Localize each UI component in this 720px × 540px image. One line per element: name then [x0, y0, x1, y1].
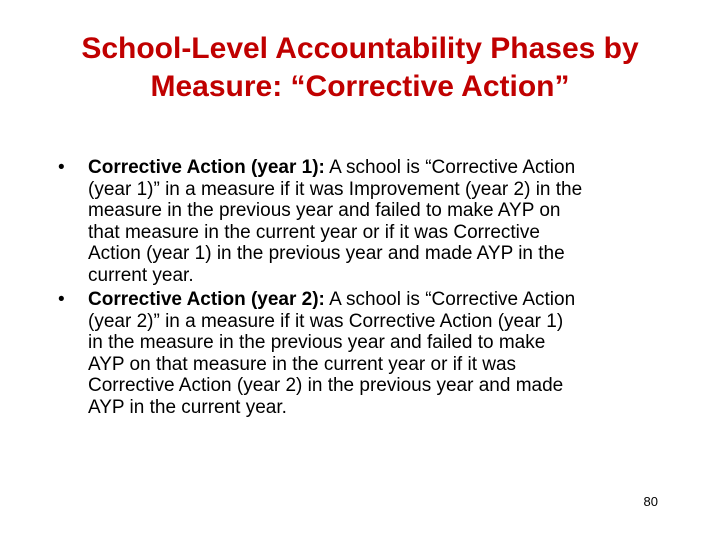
bullet-label: Corrective Action (year 2):: [88, 289, 325, 310]
bullet-line: Corrective Action (year 2) in the previous year and made: [88, 375, 564, 396]
page-number: 80: [643, 494, 658, 509]
slide-title-line-2: Measure: “Corrective Action”: [150, 70, 570, 103]
bullet-list: [58, 157, 668, 421]
bullet-line: current year.: [88, 264, 194, 286]
bullet-line: AYP on that measure in the current year or if it was: [88, 353, 517, 375]
bullet-text: A school is “Corrective Action: [324, 157, 576, 178]
bullet-line: measure in the previous year and failed to make AYP on: [88, 200, 561, 221]
bullet-label: Corrective Action (year 1):: [88, 157, 325, 178]
bullet-line: (year 1)” in a measure if it was Improvement (year 2) in the: [88, 178, 583, 200]
slide-title: [20, 30, 700, 106]
slide-title-line-1: School-Level Accountability Phases by: [81, 32, 639, 65]
bullet-line: in the measure in the previous year and failed to make: [88, 332, 546, 353]
bullet-item-year-1: [58, 157, 668, 286]
bullet-dot-icon: •: [58, 289, 65, 310]
bullet-line: [88, 289, 668, 311]
bullet-line: [88, 157, 668, 179]
bullet-item-year-2: [58, 289, 668, 418]
bullet-line: AYP in the current year.: [88, 396, 287, 418]
bullet-line: that measure in the current year or if it was Corrective: [88, 221, 540, 243]
bullet-dot-icon: •: [58, 157, 65, 178]
bullet-text: A school is “Corrective Action: [324, 289, 576, 310]
bullet-line: (year 2)” in a measure if it was Corrective Action (year 1): [88, 310, 564, 332]
bullet-line: Action (year 1) in the previous year and made AYP in the: [88, 243, 565, 264]
